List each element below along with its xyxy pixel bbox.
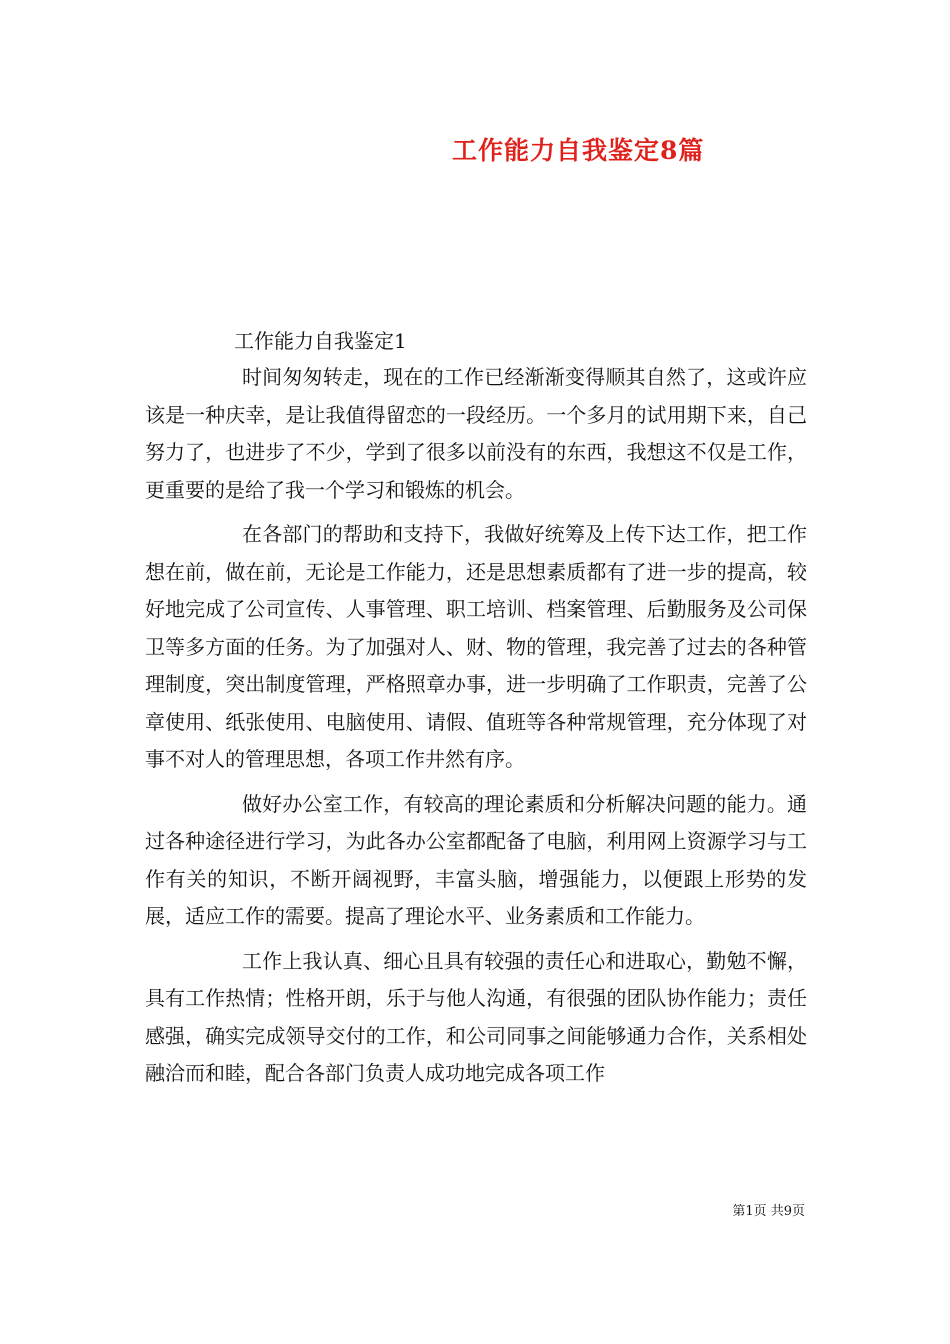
section-heading: 工作能力自我鉴定1 xyxy=(234,329,407,353)
paragraph: 在各部门的帮助和支持下，我做好统筹及上传下达工作，把工作想在前，做在前，无论是工作能力，还是思想素质都有了进一步的提高，较好地完成了公司宣传、人事管理、职工培训、档案管理、后勤服务及公司保卫等多方面的任务。为了加强对人、财、物的管理，我完善了过去的各种管理制度，突出制度管理，严格照章办事，进一步明确了工作职责，完善了公章使用、纸张使用、电脑使用、请假、值班等各种常规管理，充分体现了对事不对人的管理思想，各项工作井然有序。 xyxy=(145,522,807,771)
document-body xyxy=(145,359,807,1100)
paragraph: 工作上我认真、细心且具有较强的责任心和进取心，勤勉不懈，具有工作热情；性格开朗，乐于与他人沟通，有很强的团队协作能力；责任感强，确实完成领导交付的工作，和公司同事之间能够通力合作，关系相处融洽而和睦，配合各部门负责人成功地完成各项工作 xyxy=(145,948,807,1085)
document-title: 工作能力自我鉴定8篇 xyxy=(452,136,705,165)
page-number-footer: 第1页 共9页 xyxy=(732,1204,805,1219)
paragraph: 做好办公室工作，有较高的理论素质和分析解决问题的能力。通过各种途径进行学习，为此各办公室都配备了电脑，利用网上资源学习与工作有关的知识，不断开阔视野，丰富头脑，增强能力，以便跟上形势的发展，适应工作的需要。提高了理论水平、业务素质和工作能力。 xyxy=(145,791,807,928)
paragraph: 时间匆匆转走，现在的工作已经渐渐变得顺其自然了，这或许应该是一种庆幸，是让我值得留恋的一段经历。一个多月的试用期下来，自己努力了，也进步了不少，学到了很多以前没有的东西，我想这不仅是工作，更重要的是给了我一个学习和锻炼的机会。 xyxy=(145,365,807,502)
